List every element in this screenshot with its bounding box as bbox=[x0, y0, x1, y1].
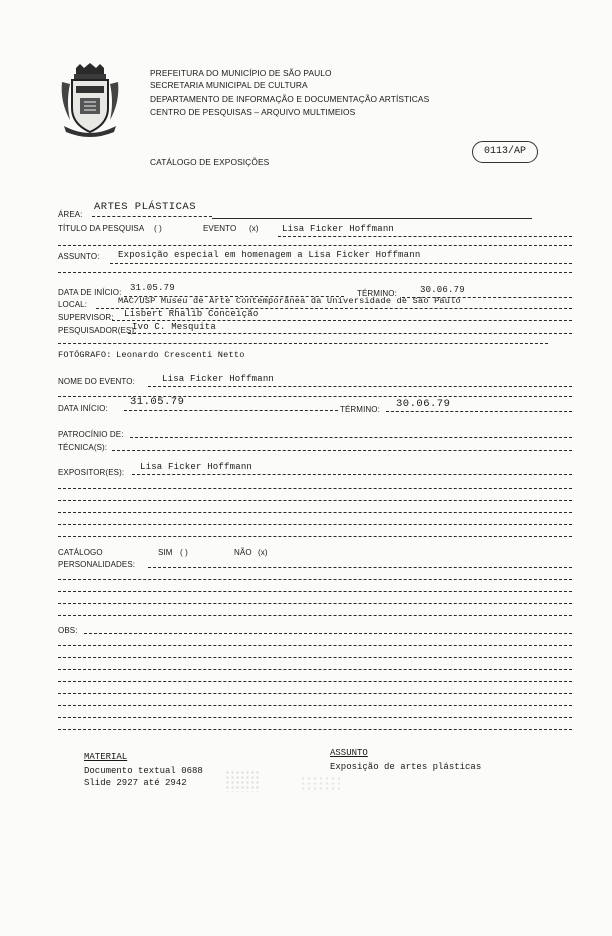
expositores-label: EXPOSITOR(ES): bbox=[58, 468, 125, 477]
fotografo-value: Leonardo Crescenti Netto bbox=[116, 350, 245, 360]
termino-top-value: 30.06.79 bbox=[420, 285, 465, 295]
data-inicio-top-value: 31.05.79 bbox=[130, 283, 175, 293]
personalidades-rule-2 bbox=[58, 579, 572, 580]
assunto-stamp-title: ASSUNTO bbox=[330, 748, 368, 758]
evento-label: EVENTO bbox=[203, 224, 237, 233]
supervisor-rule bbox=[112, 320, 572, 321]
titulo-value: Lisa Ficker Hoffmann bbox=[282, 224, 395, 234]
supervisor-label: SUPERVISOR: bbox=[58, 313, 114, 322]
assunto-rule bbox=[110, 263, 572, 264]
header-secretaria: SECRETARIA MUNICIPAL DE CULTURA bbox=[150, 80, 308, 90]
expositores-rule bbox=[132, 474, 572, 475]
obs-rule-5 bbox=[58, 681, 572, 682]
personalidades-rule-4 bbox=[58, 603, 572, 604]
titulo-rule-2 bbox=[58, 245, 572, 246]
expositores-rule-6 bbox=[58, 536, 572, 537]
personalidades-rule-3 bbox=[58, 591, 572, 592]
area-rule bbox=[92, 216, 212, 217]
obs-rule-9 bbox=[58, 729, 572, 730]
obs-rule-3 bbox=[58, 657, 572, 658]
catalogo-label: CATÁLOGO bbox=[58, 548, 103, 557]
pesquisadores-label: PESQUISADOR(ES): bbox=[58, 326, 137, 335]
obs-rule-6 bbox=[58, 693, 572, 694]
nome-evento-label: NOME DO EVENTO: bbox=[58, 377, 135, 386]
tecnicas-label: TÉCNICA(S): bbox=[58, 443, 108, 452]
personalidades-rule-5 bbox=[58, 615, 572, 616]
scan-noise bbox=[225, 770, 261, 792]
termino-label: TÉRMINO: bbox=[340, 405, 380, 414]
document-code-badge: 0113/AP bbox=[472, 141, 538, 163]
obs-rule-8 bbox=[58, 717, 572, 718]
header-centro: CENTRO DE PESQUISAS – ARQUIVO MULTIMEIOS bbox=[150, 107, 356, 117]
termino-value: 30.06.79 bbox=[396, 398, 451, 410]
obs-rule-1 bbox=[84, 633, 572, 634]
nome-evento-rule bbox=[148, 386, 572, 387]
header-prefeitura: PREFEITURA DO MUNICÍPIO DE SÃO PAULO bbox=[150, 68, 332, 78]
expositores-rule-3 bbox=[58, 500, 572, 501]
supervisor-value: Lisbert Rhalib Conceição bbox=[124, 309, 259, 319]
assunto-value: Exposição especial em homenagem a Lisa Ficker Hoffmann bbox=[118, 250, 421, 260]
area-label: ÁREA: bbox=[58, 210, 83, 219]
sao-paulo-coat-of-arms-icon bbox=[58, 62, 122, 140]
catalogo-nao-label: NÃO bbox=[234, 548, 252, 557]
fotografo-label: FOTÓGRAFO: bbox=[58, 350, 112, 360]
material-title: MATERIAL bbox=[84, 752, 128, 762]
personalidades-rule bbox=[148, 567, 572, 568]
titulo-check: ( ) bbox=[154, 224, 162, 233]
pesquisadores-rule bbox=[128, 333, 572, 334]
obs-rule-7 bbox=[58, 705, 572, 706]
data-inicio-top-label: DATA DE INÍCIO: bbox=[58, 288, 122, 297]
assunto-stamp-text: Exposição de artes plásticas bbox=[330, 762, 482, 772]
material-item-2: Slide 2927 até 2942 bbox=[84, 778, 187, 788]
tecnicas-rule bbox=[112, 450, 572, 451]
area-value: ARTES PLÁSTICAS bbox=[94, 201, 197, 213]
local-label: LOCAL: bbox=[58, 300, 88, 309]
material-item-1: Documento textual 0688 bbox=[84, 766, 203, 776]
expositores-rule-2 bbox=[58, 488, 572, 489]
data-inicio-label: DATA INÍCIO: bbox=[58, 404, 108, 413]
titulo-label: TÍTULO DA PESQUISA bbox=[58, 224, 145, 233]
pesquisadores-value: Ivo C. Mesquita bbox=[132, 322, 217, 332]
nome-evento-value: Lisa Ficker Hoffmann bbox=[162, 374, 275, 384]
expositores-value: Lisa Ficker Hoffmann bbox=[140, 462, 253, 472]
catalogo-sim-check: ( ) bbox=[180, 548, 188, 557]
patrocinio-rule bbox=[130, 437, 572, 438]
termino-top-label: TÉRMINO: bbox=[357, 289, 397, 298]
expositores-rule-4 bbox=[58, 512, 572, 513]
scan-noise-2 bbox=[300, 776, 340, 792]
local-value: MAC/USP Museu de Arte Contemporânea da Universidade de São Paulo bbox=[118, 296, 461, 306]
titulo-rule bbox=[278, 236, 572, 237]
pesquisadores-rule-2 bbox=[58, 343, 548, 344]
patrocinio-label: PATROCÍNIO DE: bbox=[58, 430, 124, 439]
catalogo-sim-label: SIM bbox=[158, 548, 173, 557]
catalogo-nao-check: (x) bbox=[258, 548, 268, 557]
data-inicio-value: 31.05.79 bbox=[130, 396, 185, 408]
evento-check: (x) bbox=[249, 224, 259, 233]
catalog-title: CATÁLOGO DE EXPOSIÇÕES bbox=[150, 157, 270, 167]
expositores-rule-5 bbox=[58, 524, 572, 525]
obs-label: OBS: bbox=[58, 626, 78, 635]
area-rule-ext bbox=[212, 218, 532, 219]
header-departamento: DEPARTAMENTO DE INFORMAÇÃO E DOCUMENTAÇÃO ARTÍSTICAS bbox=[150, 94, 430, 104]
data-inicio-rule bbox=[124, 410, 338, 411]
assunto-label: ASSUNTO: bbox=[58, 252, 100, 261]
obs-rule-4 bbox=[58, 669, 572, 670]
personalidades-label: PERSONALIDADES: bbox=[58, 560, 136, 569]
assunto-rule-2 bbox=[58, 272, 572, 273]
obs-rule-2 bbox=[58, 645, 572, 646]
termino-rule bbox=[386, 411, 572, 412]
